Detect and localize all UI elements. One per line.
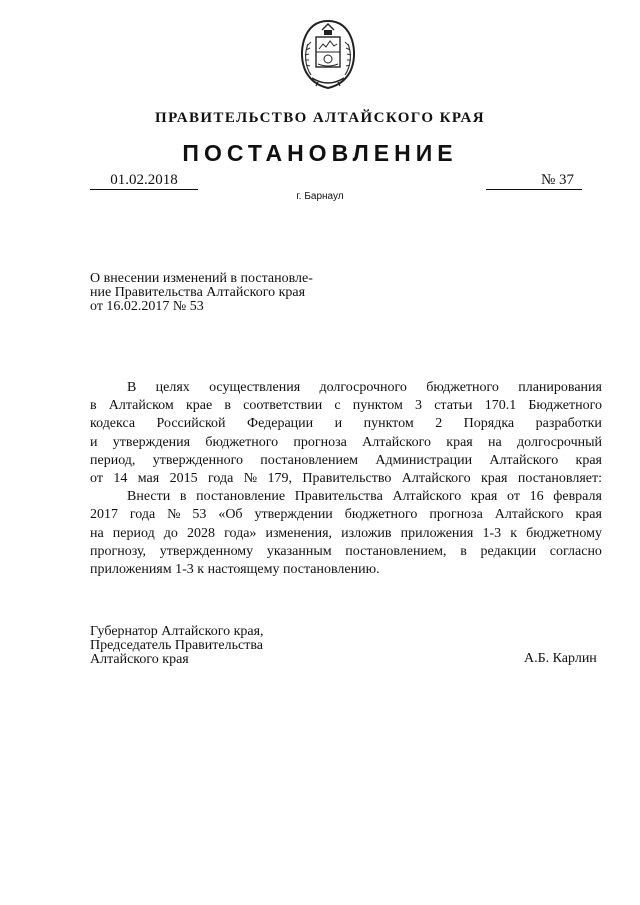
body-word: 53: [192, 507, 207, 523]
body-word: 2: [435, 416, 443, 432]
signatory-title-line: Алтайского края: [90, 652, 189, 667]
body-word: 170.1: [484, 398, 517, 414]
body-word: Алтайского: [362, 434, 431, 450]
organization-name: ПРАВИТЕЛЬСТВО АЛТАЙСКОГО КРАЯ: [155, 110, 485, 126]
body-word: постановляет:: [517, 471, 602, 487]
body-line: [90, 379, 602, 397]
body-word: соответствии: [243, 398, 323, 414]
body-line: [90, 415, 602, 433]
body-line: [90, 397, 602, 415]
body-word: Администрации: [375, 452, 473, 468]
body-word: Правительства: [294, 489, 383, 505]
body-word: крае: [185, 398, 213, 414]
body-word: и: [90, 434, 98, 450]
body-word: в: [90, 398, 97, 414]
body-word: года: [207, 471, 234, 487]
body-word: №: [243, 471, 258, 487]
body-word: 2015: [169, 471, 198, 487]
city-of-issue: г. Барнаул: [296, 191, 344, 202]
body-word: период,: [90, 452, 136, 468]
body-word: и: [334, 416, 343, 432]
body-word: Федерации: [247, 416, 314, 432]
body-word: период: [112, 525, 155, 541]
body-word: изменения,: [265, 525, 333, 541]
body-word: утверждении: [254, 507, 333, 523]
body-line: [90, 434, 602, 452]
body-line: [90, 543, 602, 561]
body-word: в: [179, 489, 187, 505]
subject-line: О внесении изменений в постановле-: [90, 271, 313, 286]
body-word: Алтайского: [494, 507, 564, 523]
body-word: пунктом: [352, 398, 403, 414]
body-word: на: [488, 434, 502, 450]
body-word: к: [510, 525, 517, 541]
body-word: 1-3: [482, 525, 502, 541]
body-word: на: [90, 525, 104, 541]
signatory-name: А.Б. Карлин: [524, 651, 597, 666]
body-word: осуществления: [209, 380, 301, 395]
body-word: Алтайского: [489, 452, 559, 468]
body-word: Внести: [127, 489, 171, 505]
body-word: планирования: [518, 380, 602, 395]
body-word: постановление: [196, 489, 286, 505]
body-line: приложениям 1-3 к настоящему постановлению.: [90, 562, 380, 578]
body-word: мая: [137, 471, 160, 487]
body-word: Алтайском: [108, 398, 174, 414]
body-word: прогноза: [429, 507, 483, 523]
body-word: края: [446, 434, 473, 450]
document-number: № 37: [486, 171, 582, 190]
body-word: изложив: [341, 525, 392, 541]
body-word: года»: [224, 525, 257, 541]
body-word: №: [167, 507, 181, 523]
subject-line: от 16.02.2017 № 53: [90, 299, 204, 314]
body-word: прогнозу,: [90, 543, 147, 559]
subject-line: ние Правительства Алтайского края: [90, 285, 306, 300]
body-word: утвержденного: [152, 452, 243, 468]
body-word: года: [129, 507, 156, 523]
body-word: приложения: [400, 525, 474, 541]
body-word: утвержденному: [159, 543, 254, 559]
body-line: [90, 506, 602, 524]
body-word: бюджетному: [526, 525, 602, 541]
body-word: утверждения: [112, 434, 191, 450]
body-word: от: [90, 471, 103, 487]
body-word: целях: [155, 380, 190, 395]
body-word: Российской: [156, 416, 226, 432]
body-line: [90, 452, 602, 470]
body-word: долгосрочный: [517, 434, 602, 450]
body-word: 16: [529, 489, 544, 505]
body-word: февраля: [553, 489, 602, 505]
body-word: статьи: [434, 398, 473, 414]
body-word: кодекса: [90, 416, 136, 432]
body-word: пунктом: [363, 416, 414, 432]
body-word: 2017: [90, 507, 118, 523]
body-word: края: [470, 489, 498, 505]
body-word: постановлением: [260, 452, 359, 468]
body-word: 14: [113, 471, 128, 487]
body-word: редакции: [480, 543, 537, 559]
body-line: [90, 488, 602, 506]
signatory-title-line: Губернатор Алтайского края,: [90, 624, 264, 639]
body-word: 3: [415, 398, 423, 414]
document-subject: [90, 272, 360, 314]
body-word: до: [163, 525, 178, 541]
body-word: края: [480, 471, 508, 487]
body-word: Порядка: [463, 416, 515, 432]
body-word: Правительство: [302, 471, 392, 487]
body-word: долгосрочного: [319, 380, 407, 395]
signatory-title-line: Председатель Правительства: [90, 638, 263, 653]
body-word: в: [224, 398, 231, 414]
body-word: от: [507, 489, 520, 505]
document-body: [90, 379, 602, 579]
body-word: В: [127, 380, 137, 395]
body-word: в: [460, 543, 467, 559]
body-word: согласно: [549, 543, 602, 559]
body-line: [90, 525, 602, 543]
body-word: бюджетного: [205, 434, 279, 450]
document-type: ПОСТАНОВЛЕНИЕ: [182, 140, 458, 166]
body-line: [90, 470, 602, 488]
body-word: 2028: [187, 525, 215, 541]
body-word: бюджетного: [426, 380, 499, 395]
body-word: края: [575, 507, 602, 523]
body-word: Алтайского: [401, 471, 471, 487]
altai-krai-coat-of-arms-icon: [296, 18, 360, 90]
body-word: прогноза: [293, 434, 347, 450]
body-word: 179,: [267, 471, 292, 487]
body-word: с: [334, 398, 341, 414]
document-date: 01.02.2018: [90, 171, 198, 190]
body-word: края: [575, 452, 602, 468]
body-word: «Об: [218, 507, 243, 523]
body-word: бюджетного: [344, 507, 418, 523]
body-word: Алтайского: [392, 489, 462, 505]
signatory-title: [90, 625, 350, 667]
body-word: постановлением,: [345, 543, 447, 559]
body-word: разработки: [535, 416, 602, 432]
body-word: указанным: [266, 543, 332, 559]
body-word: Бюджетного: [528, 398, 602, 414]
